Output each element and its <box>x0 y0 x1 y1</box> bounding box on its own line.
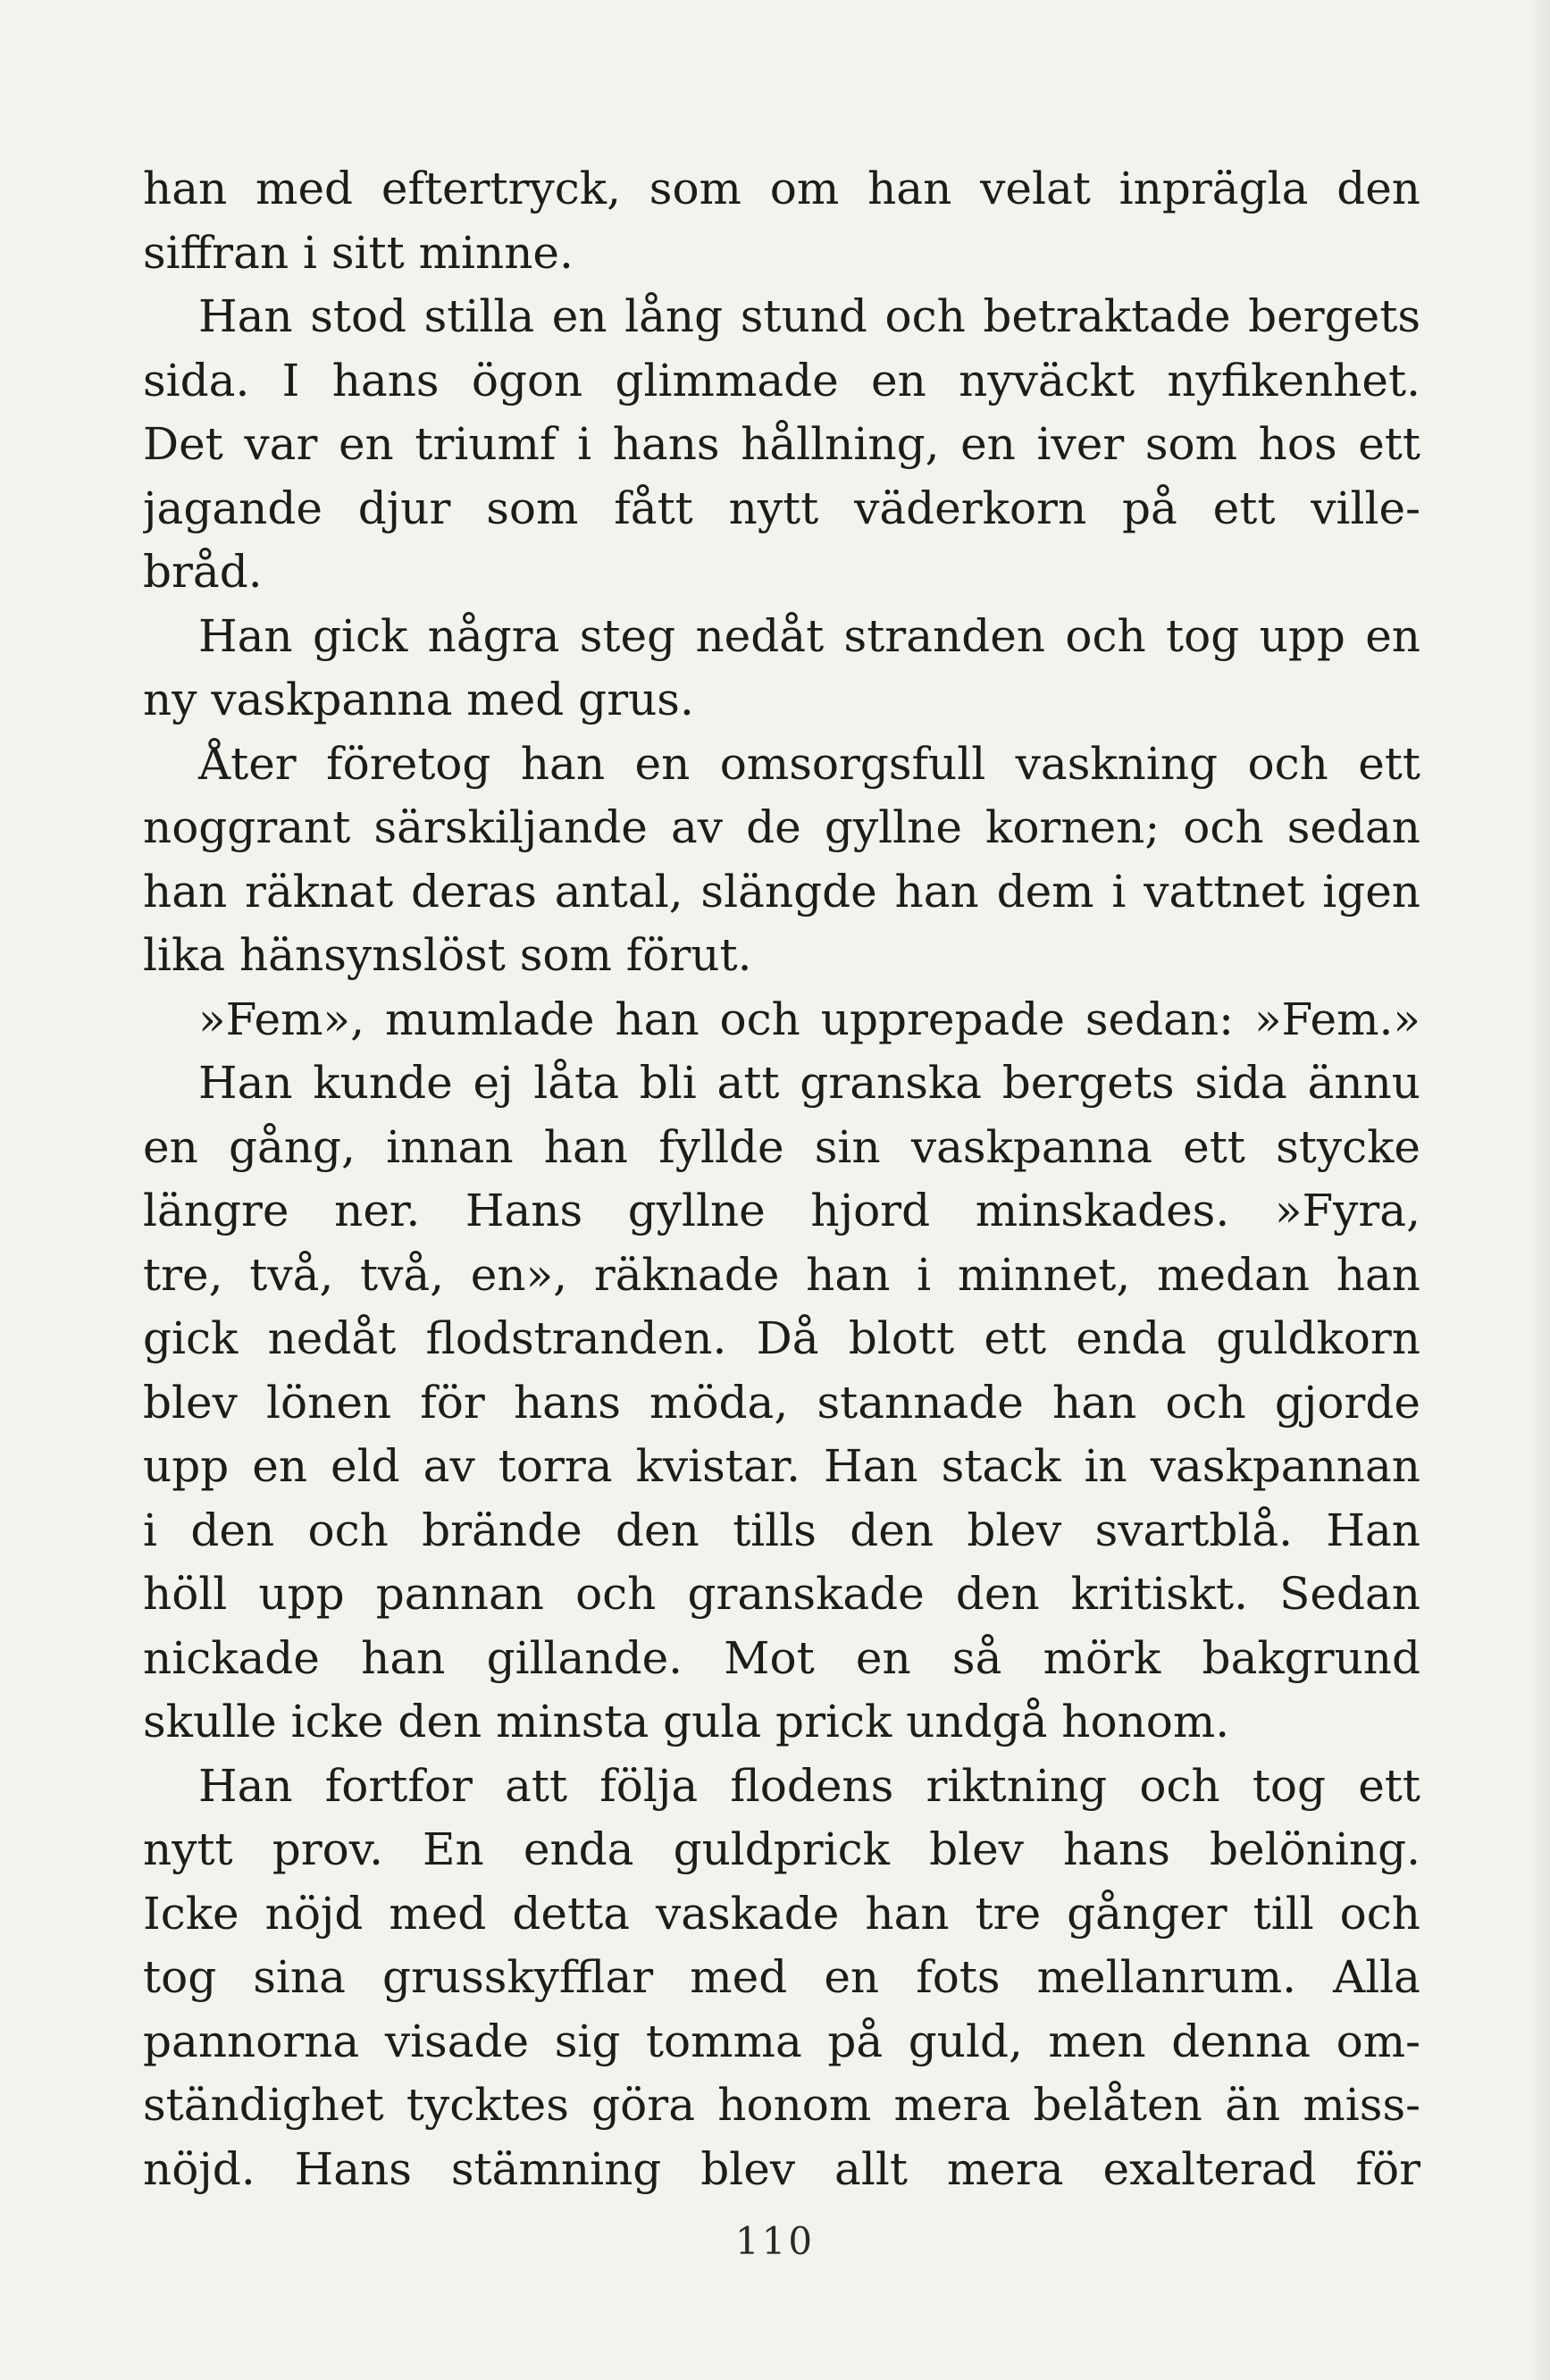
text-line: Han fortfor att följa flodens riktning och tog ett <box>198 1759 1420 1812</box>
text-line: ny vaskpanna med grus. <box>143 674 694 725</box>
text-line: Han gick några steg nedåt stranden och tog upp en <box>198 609 1420 662</box>
text-line: jagande djur som fått nytt väderkorn på ett ville- <box>143 482 1420 534</box>
text-line: Åter företog han en omsorgsfull vaskning och ett <box>198 737 1420 790</box>
body-text <box>143 157 1420 2201</box>
text-line: gick nedåt flodstranden. Då blott ett enda guldkorn <box>143 1312 1420 1364</box>
text-line: en gång, innan han fyllde sin vaskpanna ett stycke <box>143 1120 1420 1173</box>
text-line: »Fem», mumlade han och upprepade sedan: »Fem.» <box>198 993 1420 1045</box>
text-line: sida. I hans ögon glimmade en nyväckt nyfikenhet. <box>143 354 1420 406</box>
text-line: höll upp pannan och granskade den kritiskt. Sedan <box>143 1568 1420 1620</box>
text-line: noggrant särskiljande av de gyllne kornen; och sedan <box>143 801 1420 853</box>
text-line: han räknat deras antal, slängde han dem i vattnet igen <box>143 865 1420 918</box>
text-line: ständighet tycktes göra honom mera belåten än miss- <box>143 2079 1420 2131</box>
text-line: pannorna visade sig tomma på guld, men denna om- <box>143 2015 1420 2067</box>
text-line: siffran i sitt minne. <box>143 226 574 279</box>
text-line: nöjd. Hans stämning blev allt mera exalterad för <box>143 2142 1420 2195</box>
page-number: 110 <box>734 2219 816 2263</box>
text-line: Han stod stilla en lång stund och betraktade bergets <box>198 290 1420 342</box>
page-edge-shadow <box>1530 0 1550 2380</box>
text-line: skulle icke den minsta gula prick undgå honom. <box>143 1696 1230 1747</box>
text-line: Det var en triumf i hans hållning, en iver som hos ett <box>143 418 1420 470</box>
text-line: Icke nöjd med detta vaskade han tre gånger till och <box>143 1887 1420 1940</box>
text-line: blev lönen för hans möda, stannade han och gjorde <box>143 1376 1420 1429</box>
text-line: nickade han gillande. Mot en så mörk bakgrund <box>143 1631 1420 1684</box>
text-line: han med eftertryck, som om han velat inprägla den <box>143 163 1420 214</box>
text-line: lika hänsynslöst som förut. <box>143 929 752 981</box>
text-line: tre, två, två, en», räknade han i minnet, medan han <box>143 1248 1420 1301</box>
text-line: Han kunde ej låta bli att granska bergets sida ännu <box>198 1057 1420 1109</box>
text-line: bråd. <box>143 546 263 598</box>
text-line: tog sina grusskyfflar med en fots mellanrum. Alla <box>143 1951 1420 2003</box>
text-line: längre ner. Hans gyllne hjord minskades. »Fyra, <box>143 1185 1420 1236</box>
text-line: nytt prov. En enda guldprick blev hans belöning. <box>143 1823 1420 1875</box>
text-line: upp en eld av torra kvistar. Han stack in vaskpannan <box>143 1440 1420 1492</box>
text-line: i den och brände den tills den blev svartblå. Han <box>143 1504 1420 1556</box>
